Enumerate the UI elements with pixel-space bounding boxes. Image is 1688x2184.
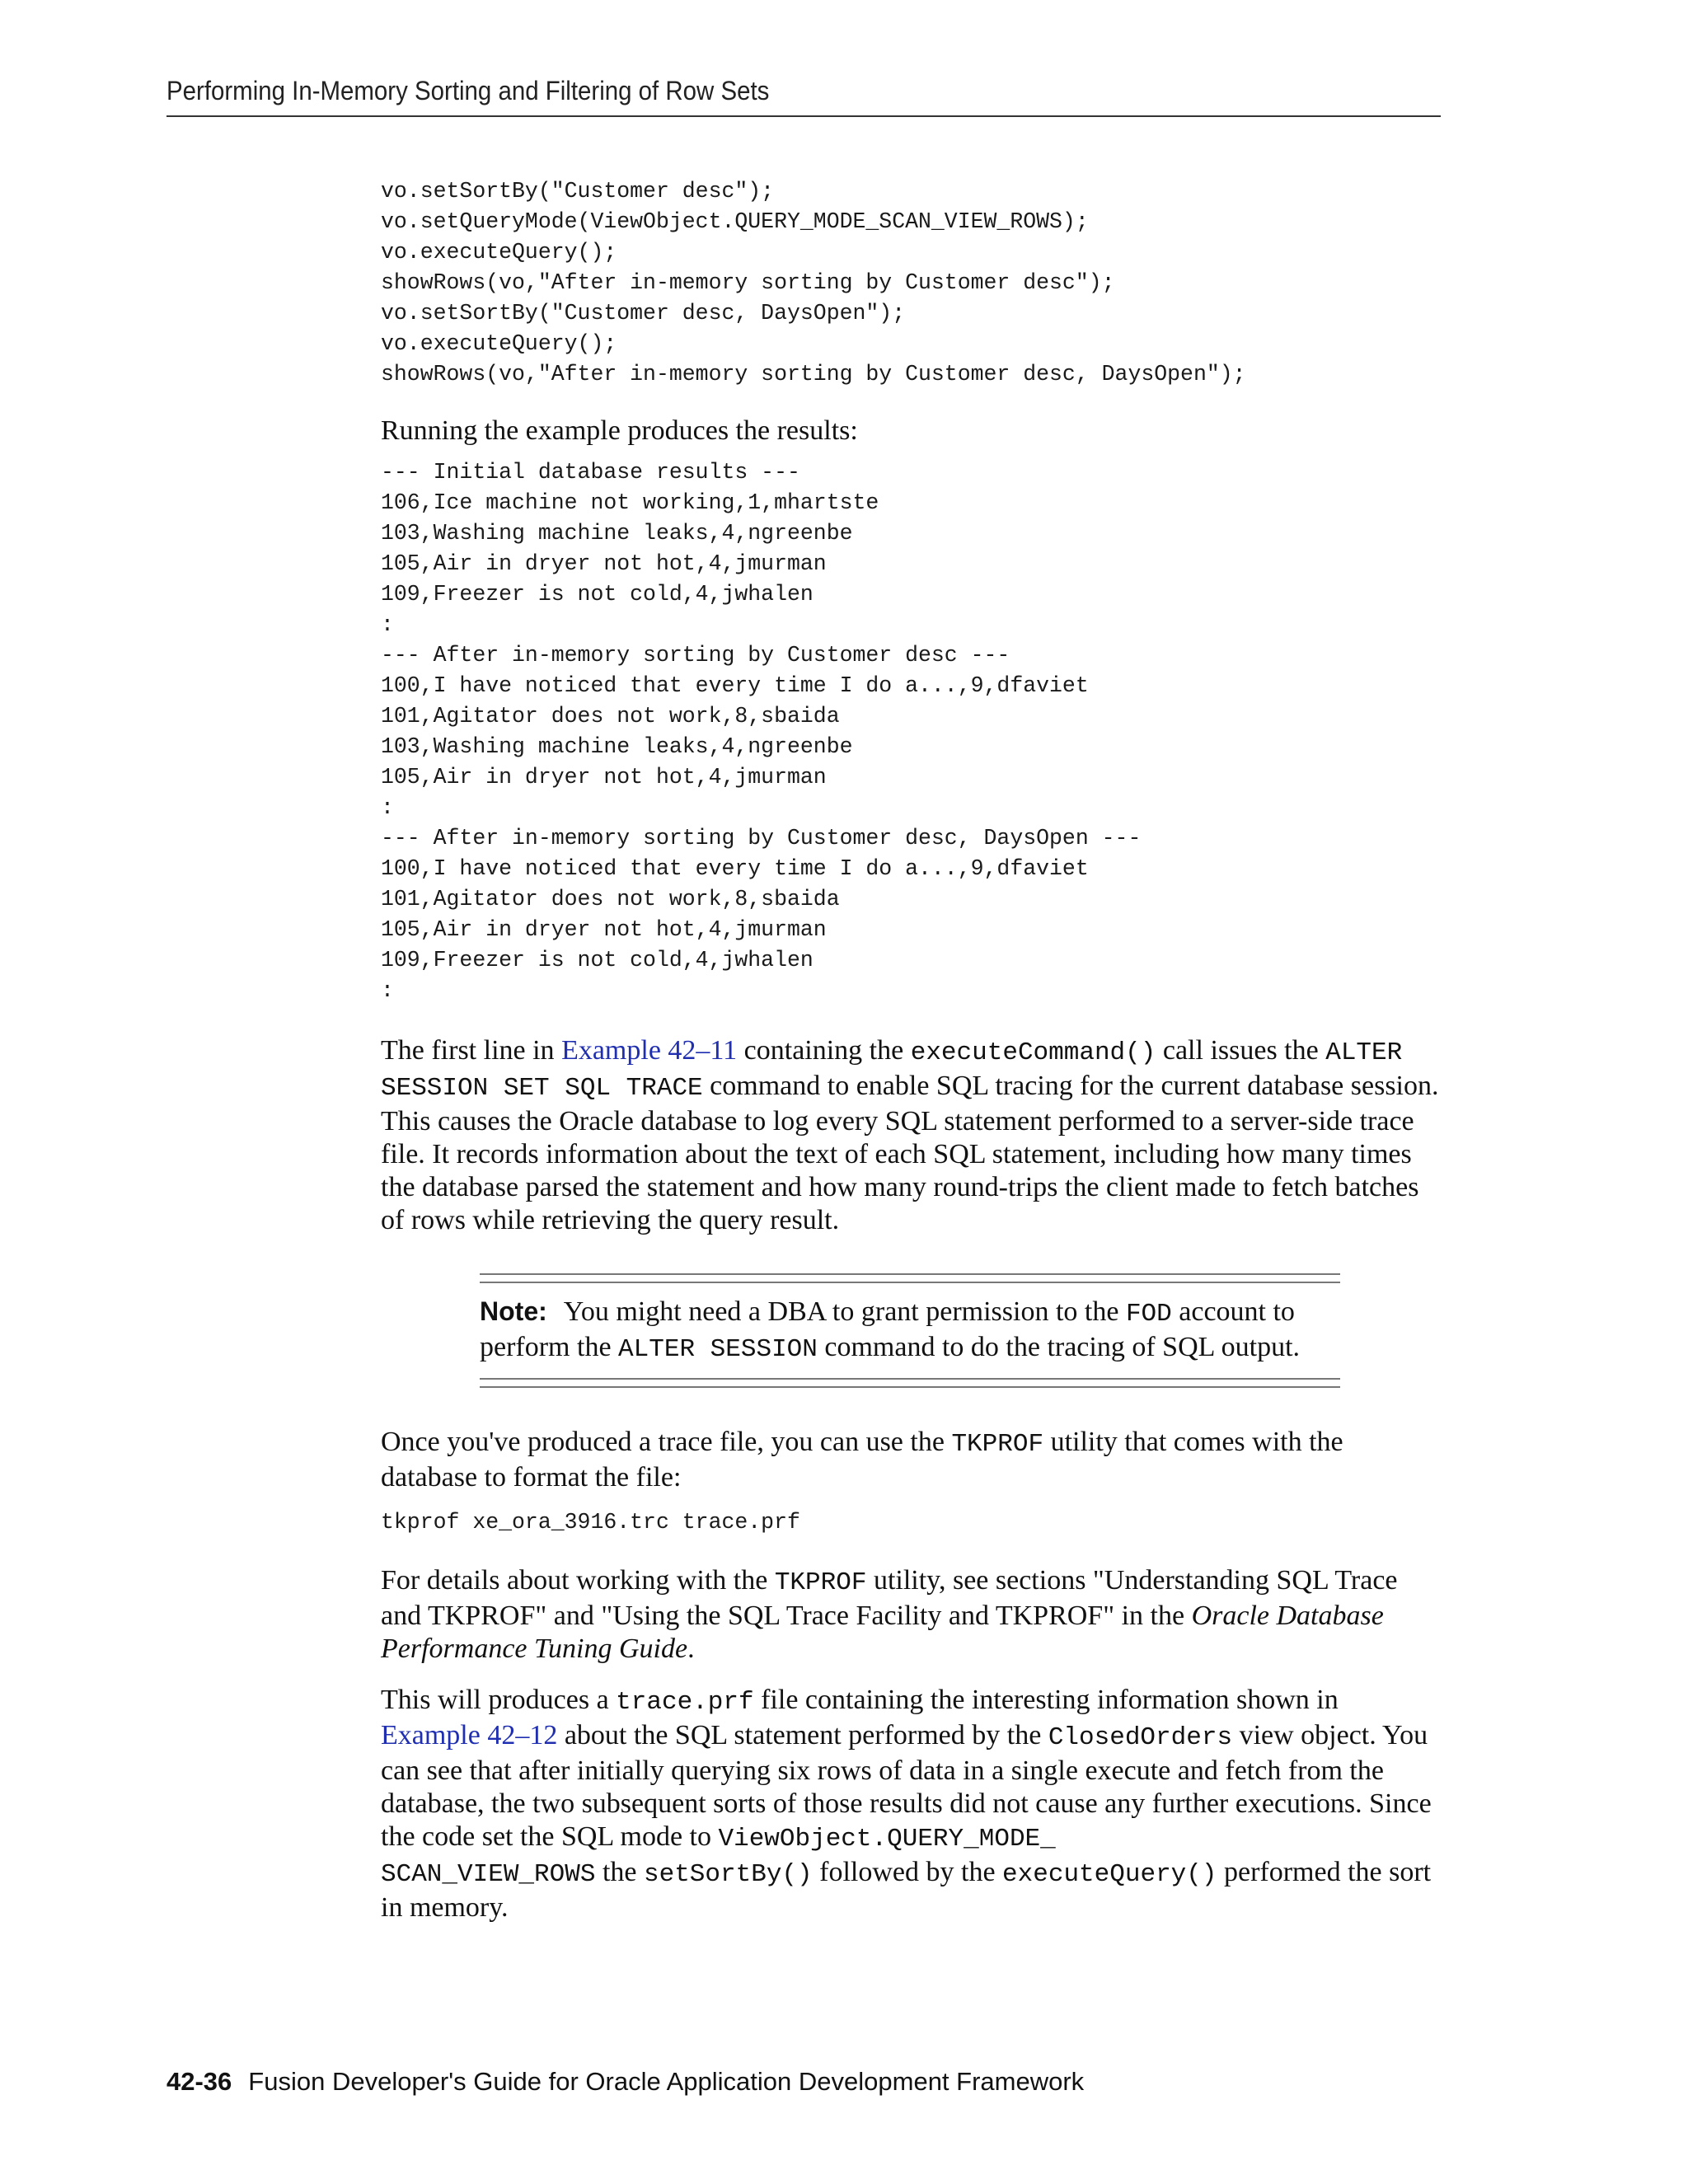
tkprof-command-block <box>381 1507 1444 1538</box>
output-line: 101,Agitator does not work,8,sbaida <box>381 704 840 729</box>
output-line: 101,Agitator does not work,8,sbaida <box>381 887 840 912</box>
code-line: vo.executeQuery(); <box>381 240 617 265</box>
paragraph-first-line <box>381 1034 1444 1237</box>
text-run: call issues the <box>1156 1035 1326 1066</box>
output-line: 109,Freezer is not cold,4,jwhalen <box>381 582 814 607</box>
text-run: utility that comes with the database to format the file: <box>381 1427 1343 1493</box>
note-box <box>480 1273 1340 1388</box>
running-header: Performing In-Memory Sorting and Filtering of Row Sets <box>166 76 770 105</box>
inline-code: ViewObject.QUERY_MODE_ <box>718 1825 1056 1854</box>
text-run: The first line in <box>381 1035 562 1066</box>
note-label: Note: <box>480 1296 547 1326</box>
code-line: vo.setSortBy("Customer desc, DaysOpen"); <box>381 301 906 326</box>
output-line: 103,Washing machine leaks,4,ngreenbe <box>381 734 853 759</box>
text-run: command to enable SQL tracing for the current database session. This causes the Oracle database to log every SQL statement performed to a server-side trace file. It records information about the text of each SQL statement, including how many times the database parsed the statement and how many round-trips the client made to fetch batches of rows while retrieving the query result. <box>381 1071 1439 1235</box>
inline-code: ALTER SESSION <box>618 1335 818 1364</box>
footer-book-title: Fusion Developer's Guide for Oracle Application Development Framework <box>248 2067 1085 2096</box>
code-line: showRows(vo,"After in-memory sorting by Customer desc"); <box>381 270 1115 295</box>
text-run: containing the <box>737 1035 911 1066</box>
text-run: Once you've produced a trace file, you can use the <box>381 1427 952 1457</box>
results-output-block <box>381 457 1444 1006</box>
output-line: : <box>381 795 394 820</box>
paragraph-trace-file <box>381 1426 1444 1494</box>
output-line: 100,I have noticed that every time I do a...,9,dfaviet <box>381 856 1089 881</box>
code-line: vo.setQueryMode(ViewObject.QUERY_MODE_SCAN_VIEW_ROWS); <box>381 209 1089 234</box>
page-footer <box>166 2065 1084 2098</box>
text-run: performed the sort in memory. <box>381 1857 1432 1923</box>
output-line: 103,Washing machine leaks,4,ngreenbe <box>381 521 853 546</box>
text-run: view object. You can see that after initially querying six rows of data in a single execute and fetch from the database, the two subsequent sorts of those results did not cause any further executions. Since the code set the SQL mode to <box>381 1720 1432 1852</box>
text-run: utility, see sections "Understanding SQL Trace and TKPROF" and "Using the SQL Trace Facility and TKPROF" in the <box>381 1565 1398 1631</box>
inline-code: executeCommand() <box>910 1038 1156 1067</box>
inline-code: FOD <box>1125 1300 1172 1329</box>
inline-code: trace.prf <box>616 1688 754 1717</box>
main-content <box>381 176 1444 1924</box>
page-number: 42-36 <box>166 2067 232 2096</box>
output-line: 109,Freezer is not cold,4,jwhalen <box>381 948 814 972</box>
inline-code: executeQuery() <box>1002 1860 1217 1889</box>
example-42-12-link[interactable]: Example 42–12 <box>381 1720 558 1750</box>
paragraph-tkprof-details <box>381 1564 1444 1666</box>
note-body <box>480 1283 1340 1378</box>
output-line: 105,Air in dryer not hot,4,jmurman <box>381 917 827 942</box>
note-bottom-rule <box>480 1378 1340 1388</box>
paragraph-running-example: Running the example produces the results: <box>381 415 858 446</box>
text-run: followed by the <box>812 1857 1003 1887</box>
code-line: vo.setSortBy("Customer desc"); <box>381 179 775 204</box>
text-run: command to do the tracing of SQL output. <box>817 1332 1301 1362</box>
code-line: showRows(vo,"After in-memory sorting by Customer desc, DaysOpen"); <box>381 362 1246 387</box>
text-run: about the SQL statement performed by the <box>557 1720 1048 1750</box>
note-top-rule <box>480 1273 1340 1283</box>
output-line: : <box>381 978 394 1003</box>
example-42-11-link[interactable]: Example 42–11 <box>561 1035 738 1066</box>
inline-code: SCAN_VIEW_ROWS <box>381 1860 596 1889</box>
inline-code: ClosedOrders <box>1048 1723 1233 1752</box>
output-line: --- After in-memory sorting by Customer desc --- <box>381 643 1010 668</box>
text-run: . <box>687 1633 695 1664</box>
header-rule <box>166 115 1441 117</box>
inline-code: setSortBy() <box>644 1860 813 1889</box>
text-run: file containing the interesting information shown in <box>753 1685 1339 1715</box>
text-run: the <box>595 1857 644 1887</box>
output-line: : <box>381 612 394 637</box>
book-title-italic: Oracle Database Performance Tuning Guide <box>381 1601 1384 1664</box>
text-run: You might need a DBA to grant permission to the <box>563 1296 1126 1327</box>
inline-code: ALTER SESSION SET SQL TRACE <box>381 1038 1403 1103</box>
output-line: 106,Ice machine not working,1,mhartste <box>381 490 879 515</box>
output-line: 100,I have noticed that every time I do a...,9,dfaviet <box>381 673 1089 698</box>
output-line: --- After in-memory sorting by Customer desc, DaysOpen --- <box>381 826 1142 851</box>
text-run: account to perform the <box>480 1296 1295 1362</box>
inline-code: TKPROF <box>951 1430 1044 1459</box>
code-example-sorting <box>381 176 1444 390</box>
code-line: vo.executeQuery(); <box>381 331 617 356</box>
output-line: 105,Air in dryer not hot,4,jmurman <box>381 765 827 790</box>
paragraph-trace-produces <box>381 1684 1444 1924</box>
inline-code: TKPROF <box>774 1568 867 1597</box>
text-run: This will produces a <box>381 1685 617 1715</box>
output-line: --- Initial database results --- <box>381 460 800 485</box>
text-run: For details about working with the <box>381 1565 775 1596</box>
output-line: 105,Air in dryer not hot,4,jmurman <box>381 551 827 576</box>
code-line: tkprof xe_ora_3916.trc trace.prf <box>381 1510 800 1535</box>
